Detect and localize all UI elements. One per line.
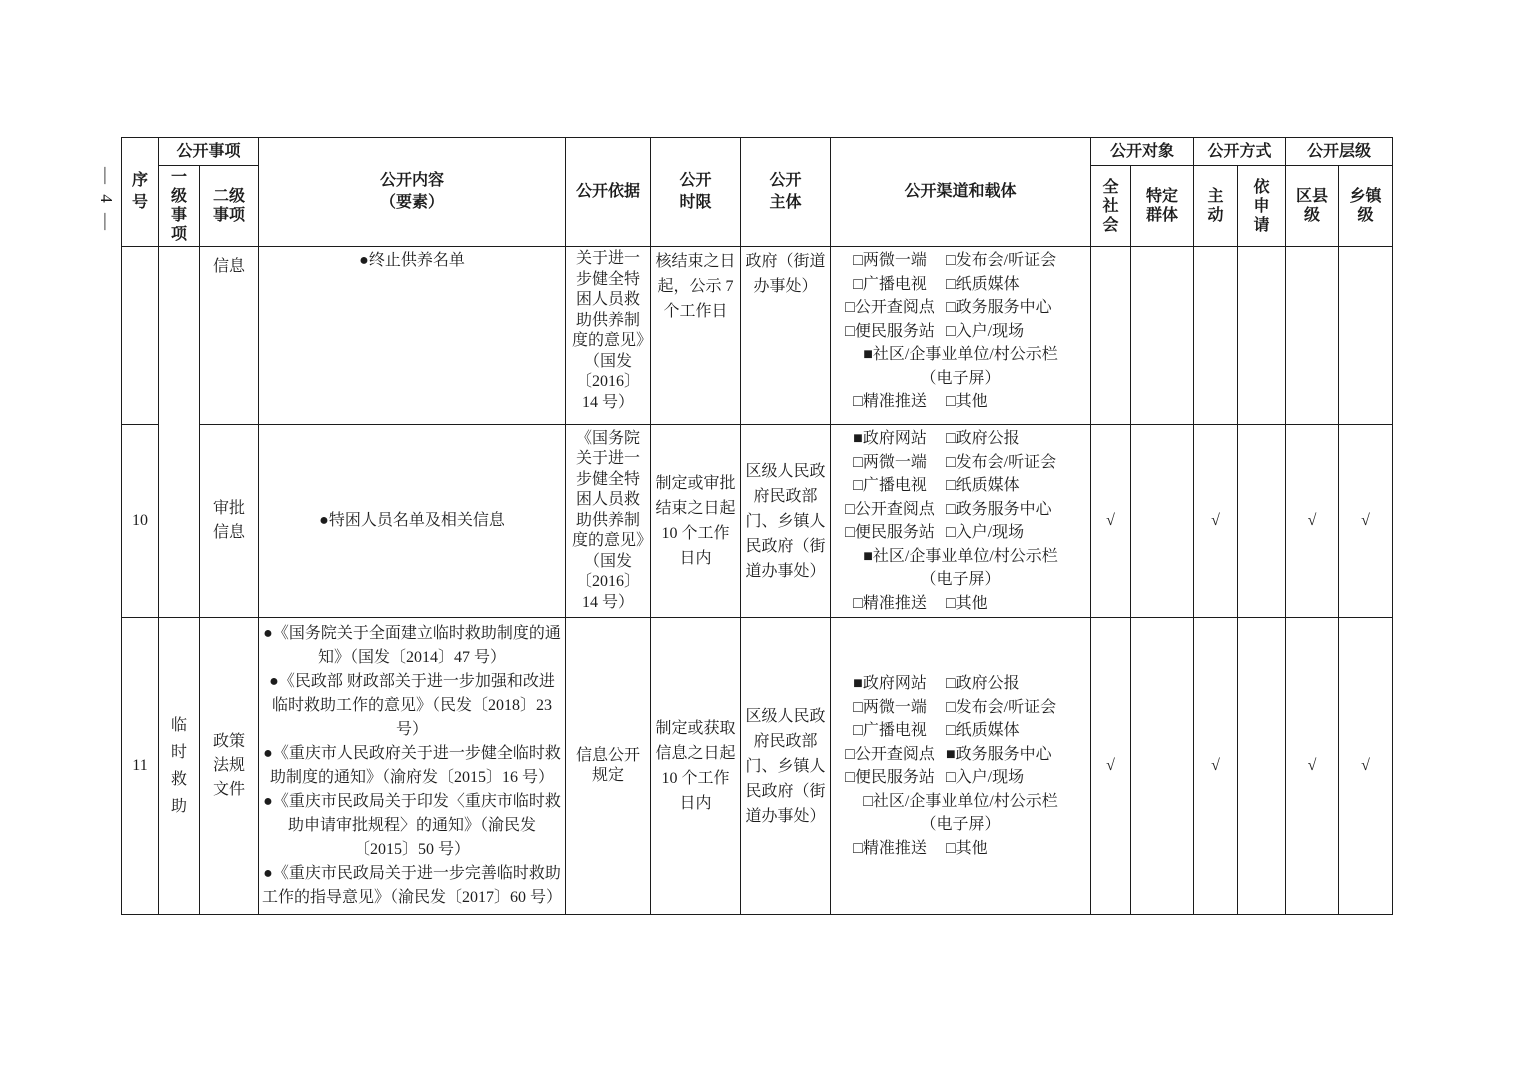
content-item: ●《重庆市人民政府关于进一步健全临时救助制度的通知》（渝府发〔2015〕16 号） xyxy=(263,745,561,786)
col-group-items: 公开事项 xyxy=(159,138,259,166)
content-item: ●终止供养名单 xyxy=(359,252,465,269)
channel-line xyxy=(834,249,1087,273)
channel-option-wrap: （电子屏） xyxy=(920,816,1001,833)
col-header-level-town-label: 乡镇级 xyxy=(1349,188,1382,224)
content-item: ●《国务院关于全面建立临时救助制度的通知》（国发〔2014〕47 号） xyxy=(263,625,561,666)
cell-seq xyxy=(122,247,159,425)
check-method-request xyxy=(1238,618,1286,915)
channel-option: □政务服务中心 xyxy=(946,299,1052,316)
cell-level2-label: 审批信息 xyxy=(212,500,245,541)
cell-channels xyxy=(831,618,1091,915)
channel-line xyxy=(834,696,1087,720)
channel-option: □便民服务站 xyxy=(845,769,935,786)
check-level-county: √ xyxy=(1286,618,1339,915)
channel-option: □纸质媒体 xyxy=(946,722,1020,739)
channel-line xyxy=(834,320,1087,344)
cell-basis: 《国务院关于进一步健全特困人员救助供养制度的意见》（国发〔2016〕14 号） xyxy=(566,425,651,618)
cell-level1 xyxy=(159,618,200,915)
channel-line xyxy=(834,743,1087,767)
channel-option: □纸质媒体 xyxy=(946,477,1020,494)
check-level-town: √ xyxy=(1339,618,1393,915)
header-row-groups xyxy=(122,138,1393,166)
channel-option: □广播电视 xyxy=(853,477,927,494)
col-header-subject xyxy=(741,138,831,247)
channel-option: □两微一端 xyxy=(853,252,927,269)
channel-line xyxy=(834,296,1087,320)
cell-content xyxy=(259,247,566,425)
col-header-seq xyxy=(122,138,159,247)
col-header-target-specific-label: 特定群体 xyxy=(1146,188,1179,224)
check-target-all xyxy=(1091,247,1131,425)
col-header-level1 xyxy=(159,166,200,247)
check-target-all: √ xyxy=(1091,425,1131,618)
check-level-county: √ xyxy=(1286,425,1339,618)
channel-option: □发布会/听证会 xyxy=(946,698,1057,716)
cell-basis: 关于进一步健全特困人员救助供养制度的意见》（国发〔2016〕14 号） xyxy=(566,247,651,425)
cell-subject: 区级人民政府民政部门、乡镇人民政府（街道办事处） xyxy=(741,425,831,618)
col-header-method-request-label: 依申请 xyxy=(1253,178,1270,234)
cell-subject: 区级人民政府民政部门、乡镇人民政府（街道办事处） xyxy=(741,618,831,915)
content-item: ●《重庆市民政局关于印发〈重庆市临时救助申请审批规程〉的通知》（渝民发〔2015〕50 号） xyxy=(263,793,561,858)
col-group-method: 公开方式 xyxy=(1194,138,1286,166)
check-level-town: √ xyxy=(1339,425,1393,618)
channel-option: □公开查阅点 xyxy=(845,745,935,763)
col-header-level2 xyxy=(200,166,259,247)
channel-option: ■政府网站 xyxy=(853,675,927,692)
col-header-seq-label: 序号 xyxy=(131,172,148,211)
channel-option: □入户/现场 xyxy=(946,524,1025,541)
cell-basis: 信息公开规定 xyxy=(566,618,651,915)
channel-option: □两微一端 xyxy=(853,453,927,471)
channel-option: □纸质媒体 xyxy=(946,275,1020,293)
channel-option: □广播电视 xyxy=(853,275,927,293)
channel-option: □发布会/听证会 xyxy=(946,252,1057,269)
cell-level1-merged xyxy=(159,247,200,618)
channel-option: □发布会/听证会 xyxy=(946,453,1057,471)
col-header-level-town xyxy=(1339,166,1393,247)
channel-option: □公开查阅点 xyxy=(845,299,935,316)
channel-option: □其他 xyxy=(946,393,988,410)
col-header-target-all-label: 全社会 xyxy=(1102,178,1119,234)
content-item: ●特困人员名单及相关信息 xyxy=(319,512,505,529)
col-header-level1-label: 一级事项 xyxy=(170,169,187,243)
channel-line xyxy=(834,427,1087,451)
channel-option-wrap: （电子屏） xyxy=(920,369,1001,387)
channel-option-wrap: （电子屏） xyxy=(920,571,1001,588)
channel-option: □两微一端 xyxy=(853,698,927,716)
check-target-specific xyxy=(1131,425,1194,618)
cell-channels xyxy=(831,425,1091,618)
channel-line xyxy=(834,390,1087,414)
check-level-county xyxy=(1286,247,1339,425)
channel-line xyxy=(834,521,1087,545)
channel-option: □其他 xyxy=(946,594,988,612)
channel-option: □公开查阅点 xyxy=(845,500,935,518)
col-header-content-label: 公开内容（要素） xyxy=(380,172,445,211)
channel-option: ■社区/企事业单位/村公示栏 xyxy=(863,346,1058,363)
check-method-active xyxy=(1194,247,1238,425)
channel-option: □入户/现场 xyxy=(946,769,1025,786)
cell-channels xyxy=(831,247,1091,425)
disclosure-table xyxy=(121,137,1393,915)
channel-option: □便民服务站 xyxy=(845,322,935,340)
channel-option: □政务服务中心 xyxy=(946,500,1052,518)
col-group-target: 公开对象 xyxy=(1091,138,1194,166)
cell-seq: 10 xyxy=(122,425,159,618)
cell-level2-label: 政策法规文件 xyxy=(212,733,245,798)
col-header-method-request xyxy=(1238,166,1286,247)
content-item: ●《民政部 财政部关于进一步加强和改进临时救助工作的意见》（民发〔2018〕23 号） xyxy=(269,673,555,738)
check-method-request xyxy=(1238,425,1286,618)
channel-option: □政府公报 xyxy=(946,675,1020,692)
col-header-level2-label: 二级事项 xyxy=(212,188,245,224)
col-header-method-active-label: 主动 xyxy=(1207,188,1224,224)
table-row-11 xyxy=(122,618,1393,915)
table-row-continuation xyxy=(122,247,1393,425)
channel-option: □入户/现场 xyxy=(946,322,1025,340)
check-method-active: √ xyxy=(1194,618,1238,915)
channel-option: ■社区/企事业单位/村公示栏 xyxy=(863,547,1058,565)
col-header-subject-label: 公开主体 xyxy=(769,172,802,211)
col-header-level-county xyxy=(1286,166,1339,247)
channel-option: □精准推送 xyxy=(853,393,927,410)
cell-content xyxy=(259,618,566,915)
col-header-target-all xyxy=(1091,166,1131,247)
content-item: ●《重庆市民政局关于进一步完善临时救助工作的指导意见》（渝民发〔2017〕60 号） xyxy=(262,865,563,906)
col-header-level-county-label: 区县级 xyxy=(1296,188,1329,224)
channel-option: □其他 xyxy=(946,839,988,857)
check-target-all: √ xyxy=(1091,618,1131,915)
table-row-10 xyxy=(122,425,1393,618)
col-header-time-label: 公开时限 xyxy=(679,172,712,211)
cell-time-limit: 制定或获取信息之日起 10 个工作日内 xyxy=(651,618,741,915)
check-method-request xyxy=(1238,247,1286,425)
check-method-active: √ xyxy=(1194,425,1238,618)
channel-option: □广播电视 xyxy=(853,722,927,739)
col-header-target-specific xyxy=(1131,166,1194,247)
channel-option: ■政府网站 xyxy=(853,430,927,447)
cell-content xyxy=(259,425,566,618)
channel-option: □政府公报 xyxy=(946,430,1020,447)
channel-line xyxy=(834,474,1087,498)
check-level-town xyxy=(1339,247,1393,425)
cell-subject: 政府（街道办事处） xyxy=(741,247,831,425)
channel-option: □便民服务站 xyxy=(845,524,935,541)
channel-line xyxy=(834,766,1087,790)
channel-line xyxy=(834,719,1087,743)
cell-level1-label: 临时救助 xyxy=(170,717,187,815)
col-header-content xyxy=(259,138,566,247)
cell-time-limit: 制定或审批结束之日起 10 个工作日内 xyxy=(651,425,741,618)
col-header-basis: 公开依据 xyxy=(566,138,651,247)
col-group-level: 公开层级 xyxy=(1286,138,1393,166)
cell-level2 xyxy=(200,425,259,618)
col-header-method-active xyxy=(1194,166,1238,247)
channel-line xyxy=(834,592,1087,616)
channel-option: □社区/企事业单位/村公示栏 xyxy=(863,792,1058,810)
channel-option: □精准推送 xyxy=(853,594,927,612)
channel-line xyxy=(834,498,1087,522)
channel-line xyxy=(834,837,1087,861)
col-header-time xyxy=(651,138,741,247)
channel-option: □精准推送 xyxy=(853,839,927,857)
channel-option: ■政务服务中心 xyxy=(946,745,1052,763)
cell-time-limit: 核结束之日起，公示 7 个工作日 xyxy=(651,247,741,425)
cell-level2 xyxy=(200,618,259,915)
channel-line xyxy=(834,451,1087,475)
check-target-specific xyxy=(1131,247,1194,425)
cell-level2-label: 信息 xyxy=(212,258,245,275)
cell-level2 xyxy=(200,247,259,425)
page-number: — 4 — xyxy=(97,167,116,233)
channel-line xyxy=(834,273,1087,297)
cell-seq: 11 xyxy=(122,618,159,915)
check-target-specific xyxy=(1131,618,1194,915)
col-header-channels: 公开渠道和载体 xyxy=(831,138,1091,247)
channel-line xyxy=(834,672,1087,696)
